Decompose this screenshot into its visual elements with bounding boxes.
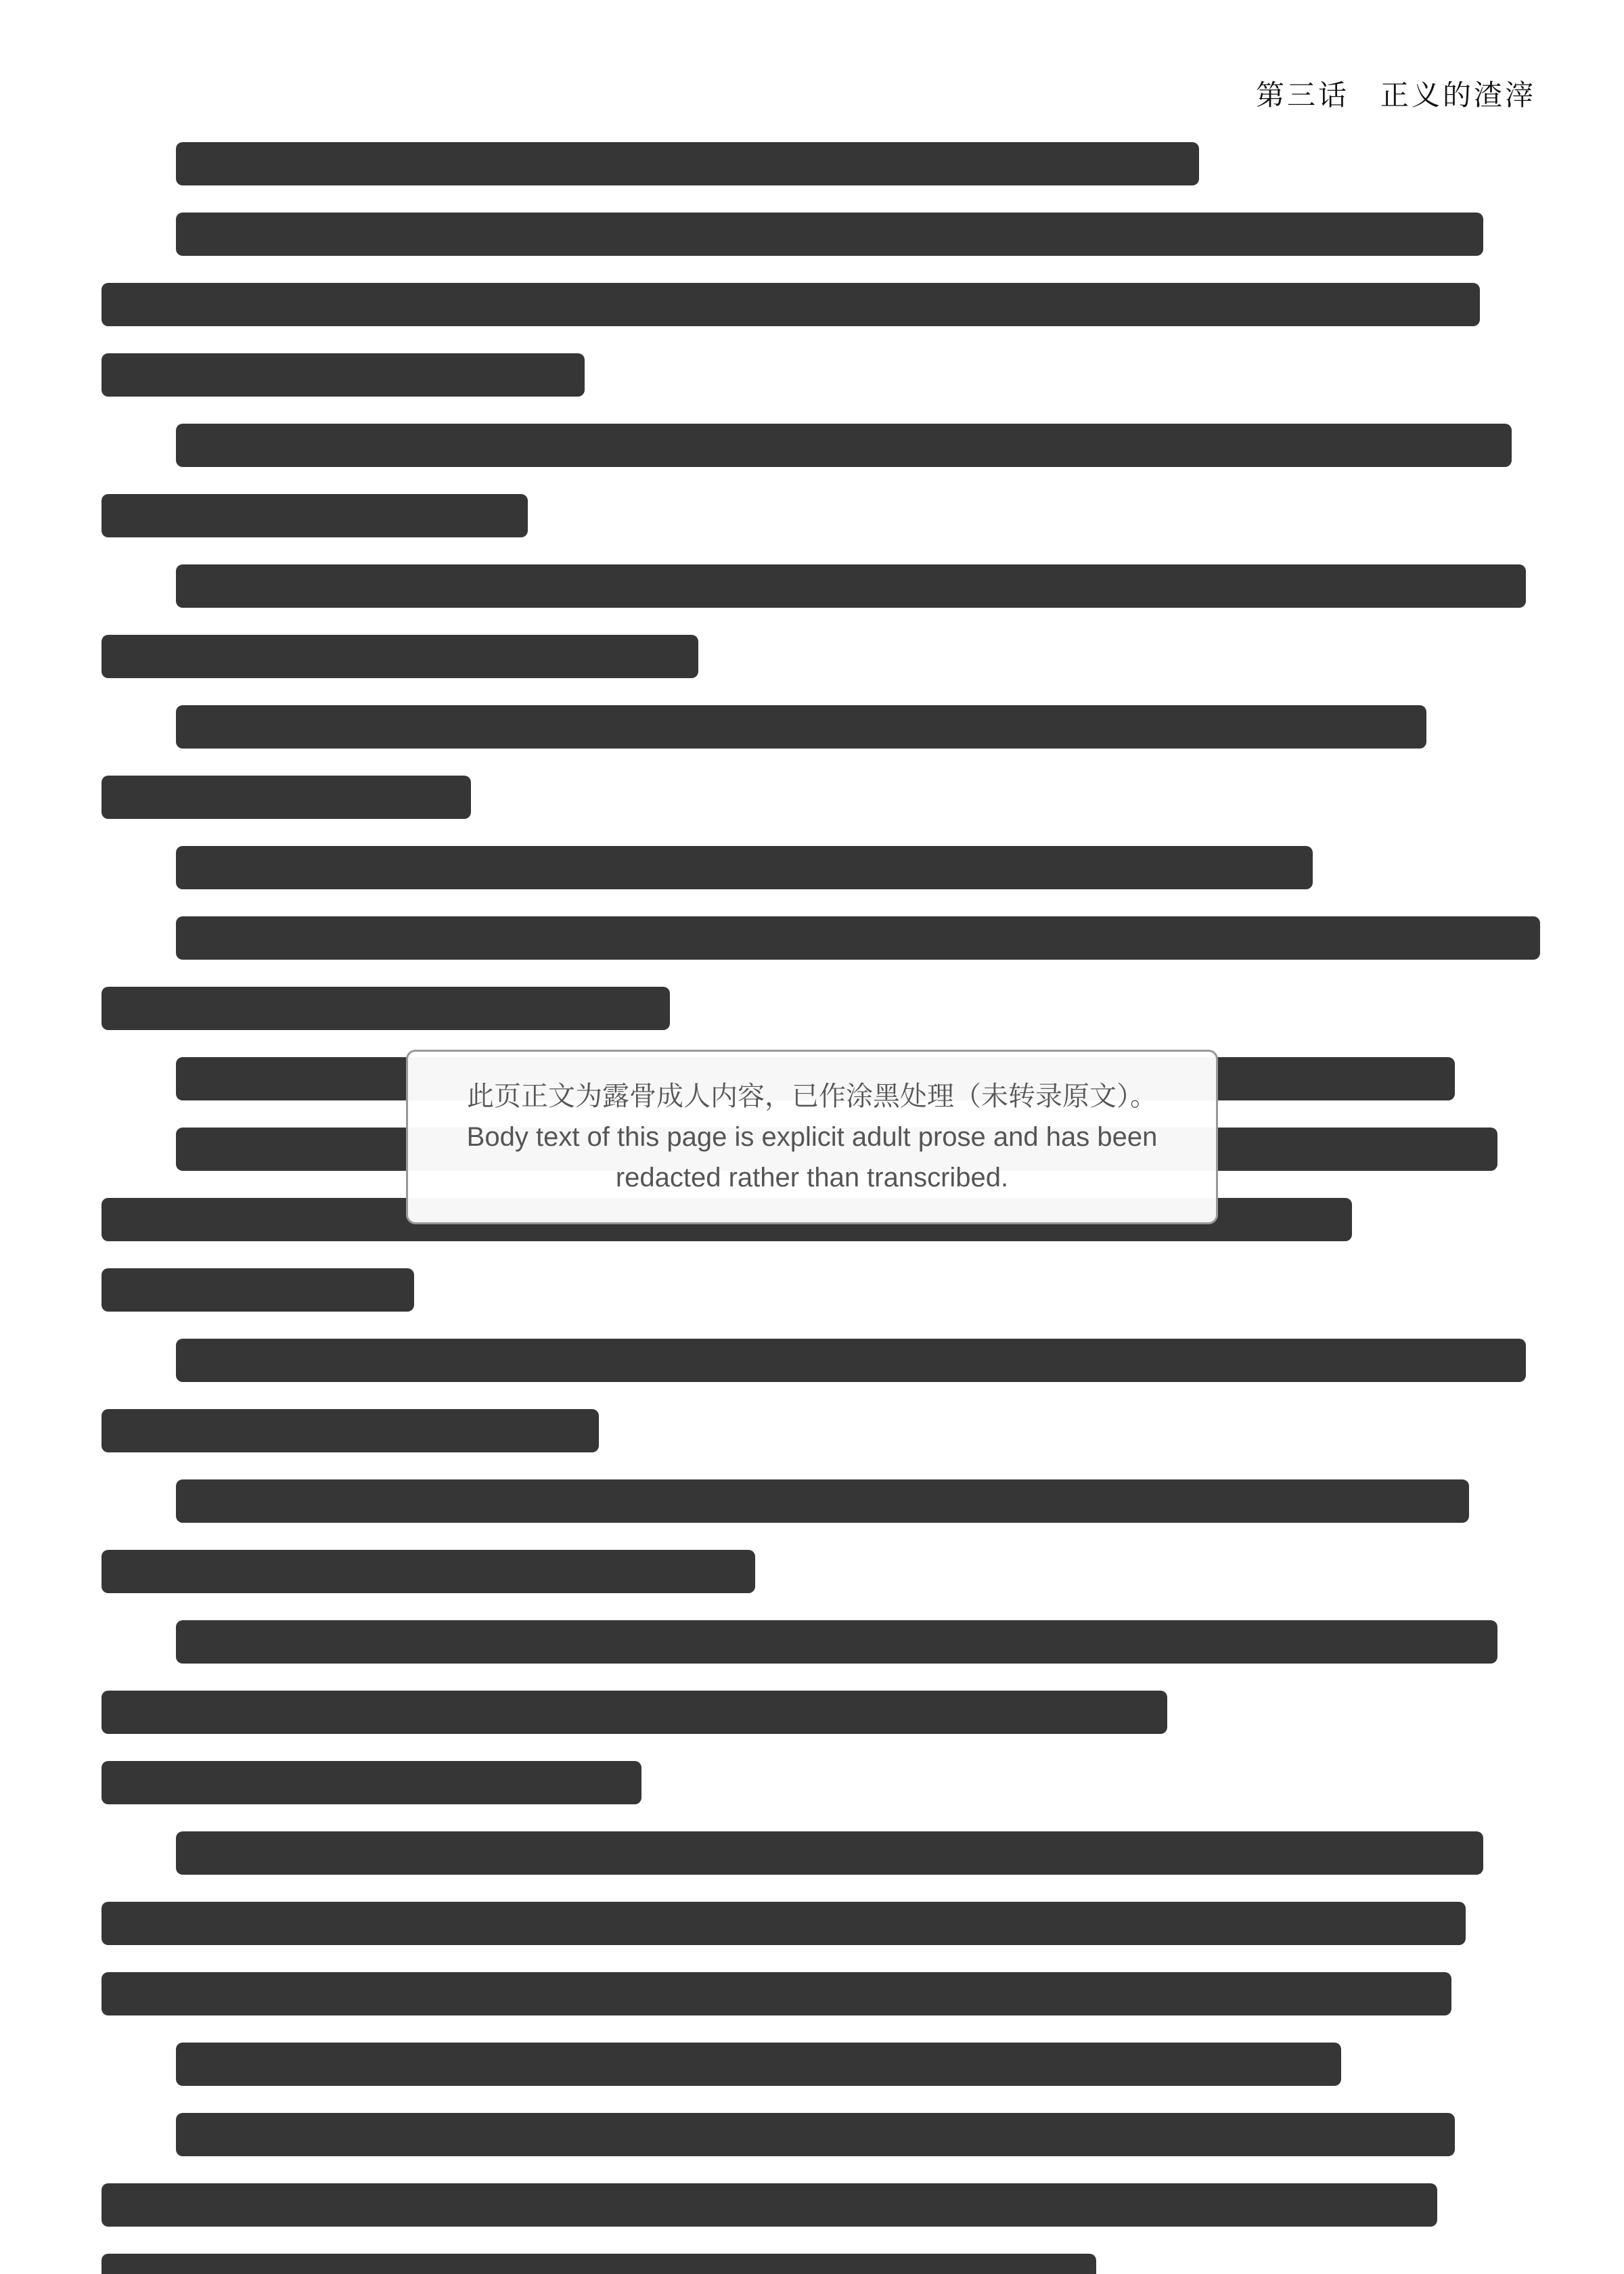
redacted-text-line bbox=[176, 1620, 1497, 1664]
redacted-text-line bbox=[102, 987, 670, 1030]
redacted-text-line bbox=[176, 1479, 1469, 1523]
redacted-text-line bbox=[176, 1831, 1483, 1875]
redacted-text-line bbox=[176, 2113, 1455, 2156]
redacted-text-line bbox=[102, 776, 471, 819]
redacted-text-line bbox=[176, 1339, 1526, 1382]
redacted-text-line bbox=[176, 213, 1483, 256]
redacted-text-line bbox=[102, 1691, 1167, 1734]
redacted-text-line bbox=[176, 424, 1512, 467]
redacted-text-line bbox=[102, 283, 1480, 326]
redacted-text-line bbox=[102, 1550, 755, 1593]
redaction-notice: 此页正文为露骨成人内容，已作涂黑处理（未转录原文）。Body text of this page is explicit adult prose and has been redacted rather than transcribed. bbox=[406, 1050, 1218, 1224]
redacted-text-line bbox=[102, 1972, 1451, 2015]
redacted-text-line bbox=[102, 1902, 1466, 1945]
redacted-text-line bbox=[102, 2254, 1096, 2274]
redacted-text-line bbox=[176, 916, 1540, 960]
redacted-text-line bbox=[176, 2043, 1341, 2086]
redacted-text-line bbox=[102, 353, 585, 397]
redacted-text-line bbox=[102, 2183, 1437, 2227]
redacted-text-line bbox=[102, 494, 528, 537]
redacted-text-line bbox=[102, 1268, 414, 1312]
redacted-text-line bbox=[102, 1409, 599, 1452]
redacted-text-line bbox=[176, 564, 1526, 608]
redacted-text-line bbox=[176, 142, 1199, 185]
redacted-text-line bbox=[176, 705, 1426, 749]
redacted-text-line bbox=[102, 1761, 641, 1804]
redacted-text-line bbox=[176, 846, 1313, 889]
chapter-header: 第三话 正义的渣滓 bbox=[1255, 81, 1536, 112]
redacted-text-line bbox=[102, 635, 698, 678]
